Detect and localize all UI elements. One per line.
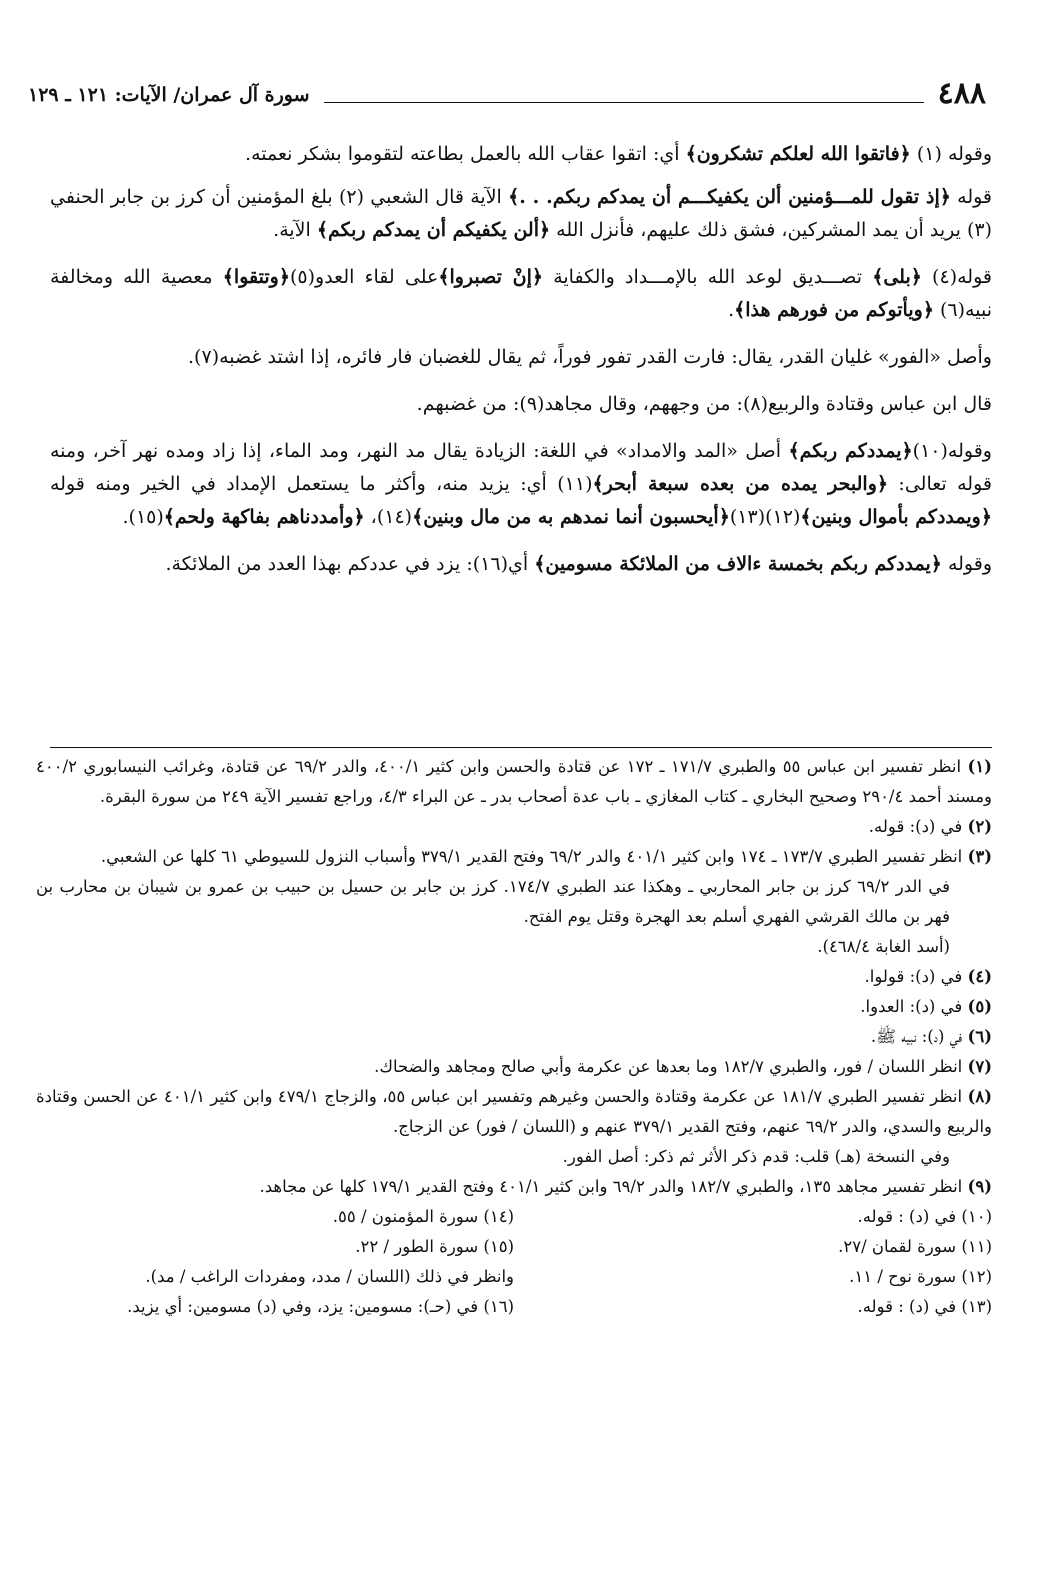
paragraph	[50, 341, 992, 374]
footnote: (١٦) في (حـ): مسومين: يزد، وفي (د) مسومين: أي يزيد.	[127, 1297, 514, 1316]
text-run: (٨)	[742, 393, 769, 415]
footnote-text: في (د): العدوا.	[860, 997, 963, 1016]
footnote-number: (٢)	[967, 817, 992, 836]
text-run: (١)	[910, 143, 942, 165]
footnote	[36, 992, 992, 1022]
quran-quote: ﴿فاتقوا الله لعلكم تشكرون﴾	[685, 143, 911, 165]
quran-quote: ﴿ألن يكفيكم أن يمدكم ربكم﴾	[316, 219, 551, 241]
footnote-separator	[50, 747, 992, 748]
text-run: (٥)	[289, 266, 316, 288]
quran-quote: ﴿ويأتوكم من فورهم هذا﴾	[734, 299, 934, 321]
text-run: (٩)	[519, 393, 545, 415]
footnote-text: وفي النسخة (هـ) قلب: قدم ذكر الأثر ثم ذكر: أصل الفور.	[562, 1147, 950, 1166]
text-run: (٦)	[933, 299, 966, 321]
text-run: (١١)	[557, 473, 593, 495]
footnote-number: (٥)	[967, 997, 992, 1016]
paragraph	[50, 548, 992, 581]
paragraph	[50, 388, 992, 421]
footnote: (١٠) في (د) : قوله.	[857, 1207, 992, 1226]
footnote-text: انظر تفسير الطبري ١٧٣/٧ ـ ١٧٤ وابن كثير ٤٠١/١ والدر ٦٩/٢ وفتح القدير ٣٧٩/١ وأسباب النزول للسيوطي ٦١ كلها عن الشعبي.	[100, 847, 963, 866]
text-run: قال ابن عباس وقتادة والربيع	[768, 393, 992, 415]
text-run: (١٤)	[376, 506, 413, 528]
text-run: تصـــديق لوعد الله بالإمـــداد والكفاية	[543, 266, 873, 288]
text-run: معصية الله ومخالفة نبيه	[50, 266, 992, 321]
text-run: الآية.	[273, 219, 317, 241]
text-run: وقوله	[941, 553, 992, 575]
quran-quote: ﴿والبحر يمده من بعده سبعة أبحر﴾	[592, 473, 889, 495]
text-run: .	[728, 299, 735, 321]
text-run: أي: يزيد منه، وأكثر ما يستعمل الإمداد في الخير ومنه قوله	[50, 473, 558, 495]
text-run: (٧)	[194, 346, 220, 368]
text-run: وقوله	[947, 440, 992, 462]
footnote: (١٥) سورة الطور / ٢٢.	[355, 1237, 514, 1256]
text-run: وأصل «الفور» غليان القدر، يقال: فارت القدر تفور فوراً، ثم يقال للغضبان فار فائره، إذا اشتد غضبه	[219, 346, 992, 368]
footnote	[36, 842, 992, 872]
footnote-grid-right	[514, 1202, 992, 1322]
text-run: : يزد في عددكم بهذا العدد من الملائكة.	[165, 553, 473, 575]
footnote-grid	[36, 1202, 992, 1322]
main-text	[50, 138, 992, 595]
footnote: (١٣) في (د) : قوله.	[857, 1297, 992, 1316]
text-run: (١٢)(١٣)	[729, 506, 801, 528]
footnote-number: (٨)	[967, 1087, 993, 1106]
quran-quote: ﴿إنْ تصبروا﴾	[438, 266, 544, 288]
paragraph	[50, 435, 992, 534]
footnote-list	[36, 752, 992, 1202]
footnote: (١٤) سورة المؤمنون / ٥٥.	[332, 1207, 514, 1226]
footnote	[36, 1172, 992, 1202]
footnote	[36, 1052, 992, 1082]
text-run: (٢)	[338, 186, 365, 208]
footnote-text: انظر تفسير مجاهد ١٣٥، والطبري ١٨٢/٧ والدر ٦٩/٢ وابن كثير ٤٠١/١ وفتح القدير ١٧٩/١ كلها عن مجاهد.	[259, 1177, 963, 1196]
footnote-grid-left	[36, 1202, 514, 1322]
page-number: ٤٨٨	[937, 76, 986, 111]
footnote: وانظر في ذلك (اللسان / مدد، ومفردات الراغب / مد).	[145, 1267, 514, 1286]
footnote	[36, 962, 992, 992]
header-rule	[324, 102, 924, 103]
text-run: (١٥)	[128, 506, 164, 528]
footnote-text: انظر تفسير الطبري ١٨١/٧ عن عكرمة وقتادة والحسن وغيرهم وتفسير ابن عباس ٥٥، والزجاج ٤٧٩/١ وابن كثير ٤٠١/١ عن الحسن وقتادة والربيع والسدي، والدر ٦٩/٢ عنهم، وفتح القدير ٣٧٩/١ عنهم و (اللسان / فور) عن الزجاج.	[36, 1087, 992, 1136]
text-run: .	[122, 506, 129, 528]
text-run: أي: اتقوا عقاب الله بالعمل بطاعته لتقوموا بشكر نعمته.	[245, 143, 686, 165]
footnote	[36, 752, 992, 812]
text-run: بلغ المؤمنين أن كرز بن جابر الحنفي	[50, 186, 339, 208]
quran-quote: ﴿بلى﴾	[872, 266, 922, 288]
footnote-text: في (د): قولوا.	[864, 967, 963, 986]
text-run: قوله	[957, 266, 992, 288]
quran-quote: ﴿وتتقوا﴾	[222, 266, 290, 288]
footnote-text: (أسد الغابة ٤٦٨/٤).	[817, 937, 950, 956]
text-run: أي	[508, 553, 535, 575]
text-run: أصل «المد والامداد» في اللغة: الزيادة يقال مد النهر، ومد الماء، إذا زاد ومده نهر آخر، ومنه قوله تعالى:	[50, 440, 992, 495]
footnote-text: انظر اللسان / فور، والطبري ١٨٢/٧ وما بعدها عن عكرمة وأبي صالح ومجاهد والضحاك.	[374, 1057, 963, 1076]
text-run: .	[188, 346, 195, 368]
footnote	[36, 1082, 992, 1142]
footnote-text: في (د): نبيه ﷺ.	[870, 1027, 963, 1046]
running-header	[28, 78, 986, 110]
footnote-number: (١)	[967, 757, 992, 776]
footnote-text: في الدر ٦٩/٢ كرز بن جابر المحاربي ـ وهكذا عند الطبري ١٧٤/٧. كرز بن جابر بن حسيل بن حبيب بن عمرو بن شيبان بن محارب بن فهر بن مالك القرشي الفهري أسلم بعد الهجرة وقتل يوم الفتح.	[36, 877, 951, 926]
footnote	[36, 812, 992, 842]
footnote: (١٢) سورة نوح / ١١.	[849, 1267, 992, 1286]
footnote	[36, 1022, 992, 1052]
footnote-number: (٦)	[967, 1027, 992, 1046]
footnote-number: (٩)	[967, 1177, 992, 1196]
text-run: (٤)	[921, 266, 958, 288]
footnote-number: (٤)	[967, 967, 992, 986]
footnotes	[36, 752, 992, 1322]
text-run: (١٠)	[912, 440, 948, 462]
quran-quote: ﴿أيحسبون أنما نمدهم به من مال وبنين﴾	[412, 506, 730, 528]
running-title: سورة آل عمران/ الآيات: ١٢١ ـ ١٢٩	[28, 84, 310, 106]
footnote-text: في (د): قوله.	[868, 817, 963, 836]
quran-quote: ﴿يمددكم ربكم﴾	[788, 440, 913, 462]
text-run: (١٦)	[472, 553, 509, 575]
text-run: : من وجههم، وقال مجاهد	[544, 393, 743, 415]
text-run: الآية قال الشعبي	[364, 186, 509, 208]
text-run: : من غضبهم.	[416, 393, 520, 415]
footnote-number: (٣)	[967, 847, 992, 866]
footnote: (١١) سورة لقمان /٢٧.	[838, 1237, 992, 1256]
text-run: (٣)	[966, 219, 992, 241]
footnote	[36, 872, 992, 932]
text-run: ،	[364, 506, 377, 528]
footnote-number: (٧)	[967, 1057, 992, 1076]
quran-quote: ﴿يمددكم ربكم بخمسة ءالاف من الملائكة مسومين﴾	[534, 553, 942, 575]
text-run: وقوله	[941, 143, 992, 165]
footnote	[36, 932, 992, 962]
quran-quote: ﴿وأمددناهم بفاكهة ولحم﴾	[163, 506, 365, 528]
text-run: يريد أن يمد المشركين، فشق ذلك عليهم، فأنزل الله	[550, 219, 967, 241]
text-run: على لقاء العدو	[315, 266, 439, 288]
quran-quote: ﴿إذ تقول للمـــؤمنين ألن يكفيكـــم أن يمدكم ربكم. . .﴾	[508, 186, 951, 208]
footnote-text: انظر تفسير ابن عباس ٥٥ والطبري ١٧١/٧ ـ ١٧٢ عن قتادة والحسن وابن كثير ٤٠٠/١، والدر ٦٩/٢ عن قتادة، وغرائب النيسابوري ٤٠٠/٢ ومسند أحمد ٢٩٠/٤ وصحيح البخاري ـ كتاب المغازي ـ باب عدة أصحاب بدر ـ عن البراء ٤/٣، وراجع تفسير الآية ٢٤٩ من سورة البقرة.	[36, 757, 992, 806]
paragraph	[50, 181, 992, 247]
paragraph	[50, 261, 992, 327]
text-run: قوله	[950, 186, 993, 208]
footnote	[36, 1142, 992, 1172]
paragraph	[50, 138, 992, 171]
quran-quote: ﴿ويمددكم بأموال وبنين﴾	[800, 506, 992, 528]
